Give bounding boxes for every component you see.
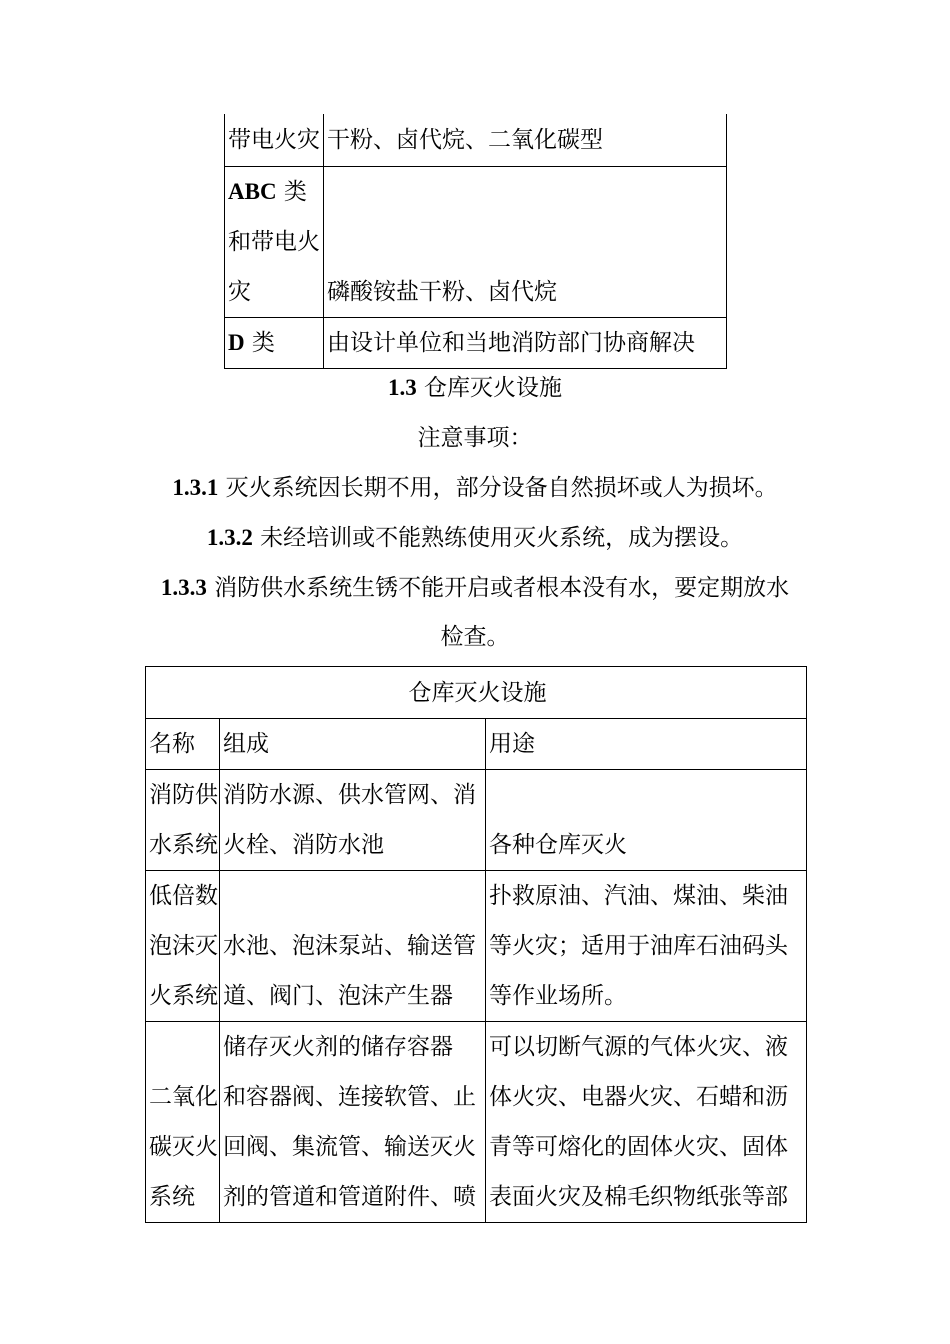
section-number: 1.3	[387, 375, 417, 400]
table-cell	[324, 166, 727, 317]
cell-text: 由设计单位和当地消防部门协商解决	[327, 329, 695, 356]
note-number: 1.3.1	[172, 475, 219, 500]
table-cell	[220, 871, 486, 1022]
cell-line: 剂的管道和管道附件、喷	[223, 1184, 476, 1210]
cell-line: 消防水源、供水管网、消	[223, 782, 476, 808]
cell-text-bold: D	[228, 329, 245, 355]
section-heading	[0, 363, 950, 413]
cell-line: 泡沫灭	[149, 933, 218, 959]
table-row	[225, 114, 727, 166]
warehouse-fire-facilities-table	[145, 666, 807, 1223]
cell-line: 低倍数	[149, 883, 218, 909]
cell-line: 火系统	[149, 983, 218, 1009]
cell-line: 储存灭火剂的储存容器	[223, 1034, 453, 1060]
note-text: 消防供水系统生锈不能开启或者根本没有水，要定期放水	[206, 575, 790, 601]
fire-type-table	[224, 114, 727, 369]
note-text: 灭火系统因长期不用，部分设备自然损坏或人为损坏。	[218, 475, 778, 501]
cell-line: 水池、泡沫泵站、输送管	[223, 933, 476, 959]
header-cell: 名称	[146, 719, 220, 770]
table-cell	[486, 871, 807, 1022]
cell-text: 类	[244, 329, 275, 356]
cell-text-bold: ABC	[228, 178, 277, 204]
cell-line: 各种仓库灭火	[489, 832, 627, 858]
table-cell	[220, 1022, 486, 1223]
table-cell	[146, 1022, 220, 1223]
cell-text: 带电火灾	[228, 126, 320, 153]
cell-line: 碳灭火	[149, 1134, 218, 1160]
note-item	[0, 563, 950, 613]
table-cell	[486, 1022, 807, 1223]
cell-line	[228, 167, 323, 217]
table-cell	[146, 871, 220, 1022]
cell-line: 火栓、消防水池	[223, 832, 384, 858]
table-cell	[225, 114, 324, 166]
table-header-row	[146, 719, 807, 770]
cell-line: 灾	[228, 278, 251, 305]
cell-line: 等火灾；适用于油库石油码头	[489, 933, 788, 959]
table-cell	[220, 770, 486, 871]
header-cell: 组成	[220, 719, 486, 770]
table-cell	[225, 317, 324, 368]
note-number: 1.3.3	[160, 575, 207, 600]
cell-line: 消防供	[149, 782, 218, 808]
cell-line: 回阀、集流管、输送灭火	[223, 1134, 476, 1160]
notes-heading: 注意事项：	[417, 425, 533, 451]
cell-line: 水系统	[149, 832, 218, 858]
cell-line: 道、阀门、泡沫产生器	[223, 983, 453, 1009]
note-item	[0, 513, 950, 563]
cell-line: 和容器阀、连接软管、止	[223, 1084, 476, 1110]
table-cell	[324, 114, 727, 166]
section-title: 仓库灭火设施	[416, 375, 563, 401]
table-title-row	[146, 667, 807, 719]
table-title: 仓库灭火设施	[146, 667, 807, 719]
cell-line: 和带电火	[228, 228, 320, 255]
cell-line: 可以切断气源的气体火灾、液	[489, 1034, 788, 1060]
table-cell	[324, 317, 727, 368]
table-row	[146, 1022, 807, 1223]
cell-line: 二氧化	[149, 1084, 218, 1110]
table-cell	[146, 770, 220, 871]
cell-line: 体火灾、电器火灾、石蜡和沥	[489, 1084, 788, 1110]
cell-line: 系统	[149, 1184, 195, 1210]
cell-text: 干粉、卤代烷、二氧化碳型	[327, 126, 603, 153]
table-row	[225, 317, 727, 368]
cell-text: 类	[276, 178, 307, 205]
note-text: 未经培训或不能熟练使用灭火系统，成为摆设。	[252, 525, 744, 551]
table-cell	[486, 770, 807, 871]
note-item-continued: 检查。	[440, 624, 510, 650]
header-cell: 用途	[486, 719, 807, 770]
note-item	[0, 463, 950, 513]
table-row	[225, 166, 727, 317]
cell-line: 青等可熔化的固体火灾、固体	[489, 1134, 788, 1160]
note-number: 1.3.2	[206, 525, 253, 550]
table-cell	[225, 166, 324, 317]
cell-line: 表面火灾及棉毛织物纸张等部	[489, 1184, 788, 1210]
cell-text: 磷酸铵盐干粉、卤代烷	[327, 278, 557, 305]
cell-line: 等作业场所。	[489, 983, 627, 1009]
cell-line: 扑救原油、汽油、煤油、柴油	[489, 883, 788, 909]
table-row	[146, 770, 807, 871]
table-row	[146, 871, 807, 1022]
